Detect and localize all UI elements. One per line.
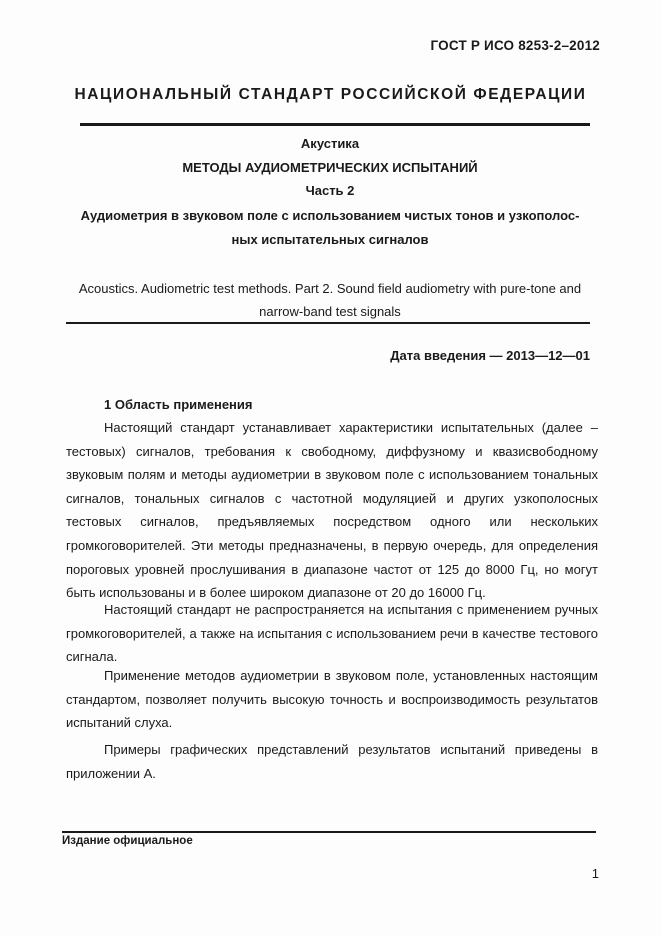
official-edition-note: Издание официальное <box>62 835 193 847</box>
document-code: ГОСТ Р ИСО 8253-2–2012 <box>430 38 600 53</box>
subject-heading: Акустика <box>300 136 360 151</box>
subtitle-line-2: ных испытательных сигналов <box>231 232 429 247</box>
paragraph-3: Применение методов аудиометрии в звуковом поле, установленных настоящим стандартом, позволяет получить высокую точность и воспроизводимость результатов испытаний слуха. <box>66 668 598 731</box>
english-title-divider <box>66 322 590 324</box>
paragraph-1: Настоящий стандарт устанавливает характеристики испытательных (далее – тестовых) сигналов, требования к свободному, диффузному и квазисвободному звуковым полям и методы аудиометрии в звуковом поле с использованием тональных сигналов, тональных сигналов с частотной модуляцией и других узкополосных тестовых сигналов, предъявляемых посредством одного или нескольких громкоговорителей. Эти методы предназначены, в первую очередь, для определения пороговых уровней прослушивания в диапазоне частот от 125 до 8000 Гц, но могут быть использованы и в более широком диапазоне от 20 до 16000 Гц. <box>66 420 598 601</box>
standard-title: НАЦИОНАЛЬНЫЙ СТАНДАРТ РОССИЙСКОЙ ФЕДЕРАЦИИ <box>74 86 587 103</box>
subtitle-line-1: Аудиометрия в звуковом поле с использованием чистых тонов и узкополос- <box>80 208 580 223</box>
introduction-date: Дата введения — 2013—12—01 <box>390 348 590 363</box>
title-divider <box>80 123 590 126</box>
paragraph-2: Настоящий стандарт не распространяется на испытания с применением ручных громкоговорителей, а также на испытания с использованием речи в качестве тестового сигнала. <box>66 602 598 665</box>
part-label: Часть 2 <box>305 183 355 198</box>
page-number: 1 <box>591 866 599 881</box>
english-title-line-1: Acoustics. Audiometric test methods. Part 2. Sound field audiometry with pure-tone and <box>78 281 582 296</box>
main-title: МЕТОДЫ АУДИОМЕТРИЧЕСКИХ ИСПЫТАНИЙ <box>182 160 478 175</box>
section-heading: 1 Область применения <box>104 397 253 412</box>
footer-divider <box>62 831 596 833</box>
paragraph-4: Примеры графических представлений результатов испытаний приведены в приложении А. <box>66 742 598 781</box>
english-title-line-2: narrow-band test signals <box>259 304 401 319</box>
